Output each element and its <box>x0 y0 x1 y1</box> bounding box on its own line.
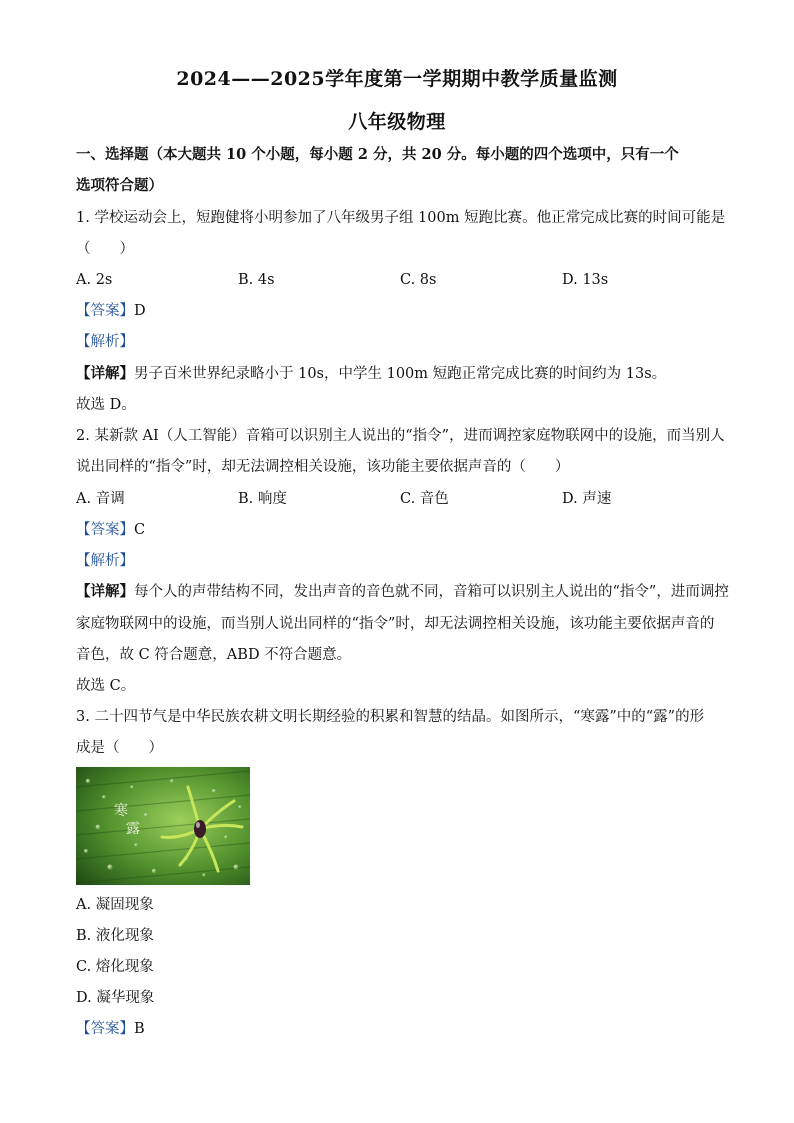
q1-stem-line2: （ ） <box>76 241 134 257</box>
exam-subtitle: 八年级物理 <box>348 111 446 133</box>
q2-stem-line2: 说出同样的“指令”时，却无法调控相关设施，该功能主要依据声音的（ ） <box>76 459 570 475</box>
q3-answer <box>76 1019 726 1039</box>
q1-detail <box>76 364 726 384</box>
q1-answer-value: D <box>134 303 146 319</box>
q2-option-b: B. 响度 <box>238 491 287 507</box>
q2-detail-line3: 音色，故 C 符合题意，ABD 不符合题意。 <box>76 647 352 663</box>
q3-stem-line1: 3. 二十四节气是中华民族农耕文明长期经验的积累和智慧的结晶。如图所示，“寒露”中的“露”的形 <box>76 709 705 725</box>
q3-stem-line2: 成是（ ） <box>76 740 163 756</box>
q3-answer-value: B <box>134 1021 145 1037</box>
q3-option-c: C. 熔化现象 <box>76 959 154 975</box>
q2-detail-line2: 家庭物联网中的设施，而当别人说出同样的“指令”时，却无法调控相关设施，该功能主要依据声音的 <box>76 616 715 632</box>
q2-stem-line1: 2. 某新款 AI（人工智能）音箱可以识别主人说出的“指令”，进而调控家庭物联网中的设施，而当别人 <box>76 428 725 444</box>
cold-dew-image <box>76 767 250 885</box>
q2-answer <box>76 520 726 540</box>
q2-answer-value: C <box>134 522 146 538</box>
figure-text-lu: 露 <box>126 821 140 837</box>
q1-option-d: D. 13s <box>562 272 609 288</box>
q1-option-c: C. 8s <box>400 272 437 288</box>
q2-detail-line1 <box>76 582 729 602</box>
q1-answer <box>76 301 726 321</box>
q2-option-c: C. 音色 <box>400 491 449 507</box>
q1-detail-text: 男子百米世界纪录略小于 10s，中学生 100m 短跑正常完成比赛的时间约为 13s。 <box>134 366 667 382</box>
answer-tag: 【答案】 <box>76 1021 134 1037</box>
section-heading-line2: 选项符合题） <box>76 177 163 194</box>
q3-option-d: D. 凝华现象 <box>76 990 155 1006</box>
q1-stem-line1: 1. 学校运动会上，短跑健将小明参加了八年级男子组 100m 短跑比赛。他正常完成比赛的时间可能是 <box>76 210 726 226</box>
figure-text-han: 寒 <box>114 803 128 819</box>
q2-option-a: A. 音调 <box>76 491 125 507</box>
q2-option-d: D. 声速 <box>562 491 612 507</box>
exam-title: 2024——2025学年度第一学期期中教学质量监测 <box>176 68 618 90</box>
q1-conclusion: 故选 D。 <box>76 397 136 413</box>
q3-option-b: B. 液化现象 <box>76 928 154 944</box>
q1-option-a: A. 2s <box>76 272 113 288</box>
q2-detail-text: 每个人的声带结构不同，发出声音的音色就不同，音箱可以识别主人说出的“指令”，进而调控 <box>134 584 729 600</box>
q3-option-a: A. 凝固现象 <box>76 897 154 913</box>
q1-option-b: B. 4s <box>238 272 275 288</box>
section-heading-line1: 一、选择题（本大题共 10 个小题，每小题 2 分，共 20 分。每小题的四个选项中，只有一个 <box>76 146 679 163</box>
q2-analysis-tag: 【解析】 <box>76 553 134 569</box>
answer-tag: 【答案】 <box>76 522 134 538</box>
detail-tag: 【详解】 <box>76 365 134 382</box>
detail-tag: 【详解】 <box>76 583 134 600</box>
q2-conclusion: 故选 C。 <box>76 678 136 694</box>
q1-analysis-tag: 【解析】 <box>76 334 134 350</box>
answer-tag: 【答案】 <box>76 303 134 319</box>
